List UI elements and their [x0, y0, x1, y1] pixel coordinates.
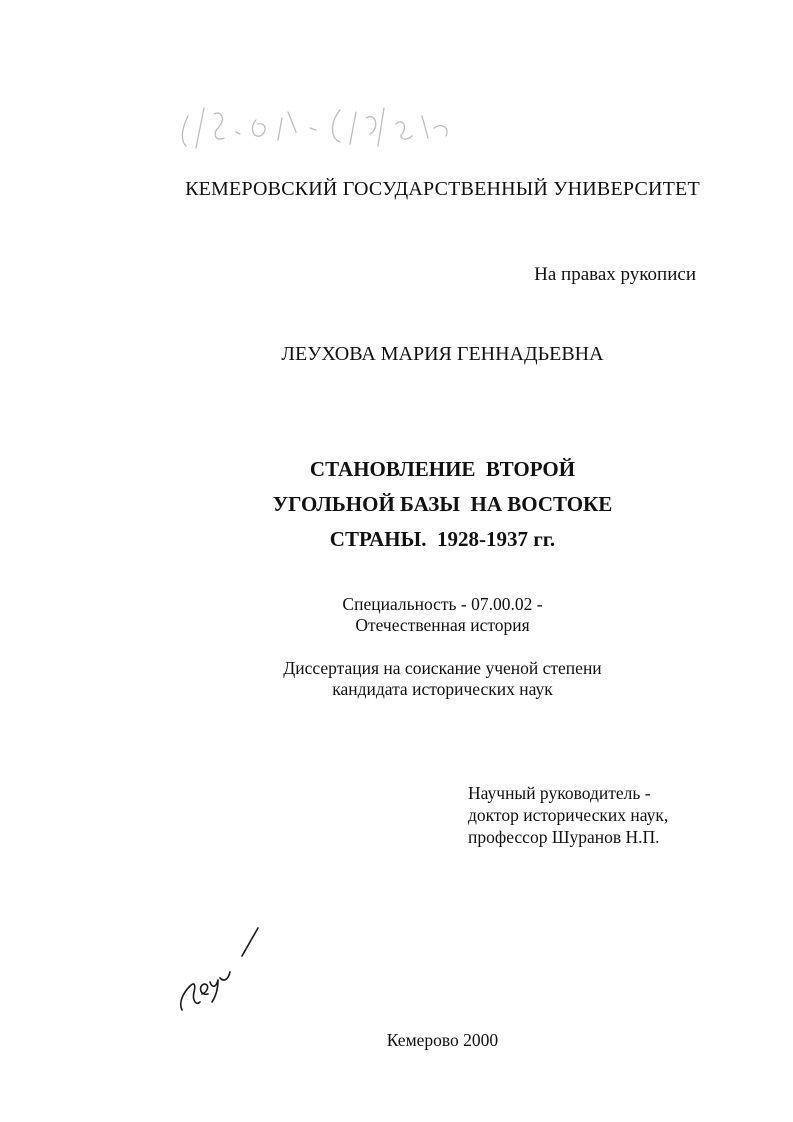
rights-notice: На правах рукописи [534, 264, 696, 285]
author-name: ЛЕУХОВА МАРИЯ ГЕННАДЬЕВНА [281, 343, 604, 365]
supervisor-degree: доктор исторических наук, [468, 805, 669, 825]
title-line: СТАНОВЛЕНИЕ ВТОРОЙ [309, 457, 576, 481]
degree-line: Диссертация на соискание ученой степени [283, 658, 602, 678]
supervisor-role: Научный руководитель - [468, 783, 651, 803]
title-line: УГОЛЬНОЙ БАЗЫ НА ВОСТОКЕ [272, 492, 613, 516]
specialty-code: Специальность - 07.00.02 - [342, 594, 543, 614]
handwritten-signature-icon [172, 922, 272, 1022]
degree-block [0, 658, 793, 700]
city-year: Кемерово 2000 [386, 1030, 499, 1050]
specialty-name: Отечественная история [355, 615, 530, 635]
handwritten-scan-mark-icon [170, 88, 470, 158]
title-line: СТРАНЫ. 1928-1937 гг. [329, 527, 556, 551]
supervisor-name: профессор Шуранов Н.П. [468, 827, 660, 847]
degree-line: кандидата исторических наук [332, 679, 553, 699]
dissertation-title [0, 452, 793, 557]
specialty-block [0, 594, 793, 636]
supervisor-block [468, 782, 668, 848]
university-name: КЕМЕРОВСКИЙ ГОСУДАРСТВЕННЫЙ УНИВЕРСИТЕТ [185, 178, 700, 200]
